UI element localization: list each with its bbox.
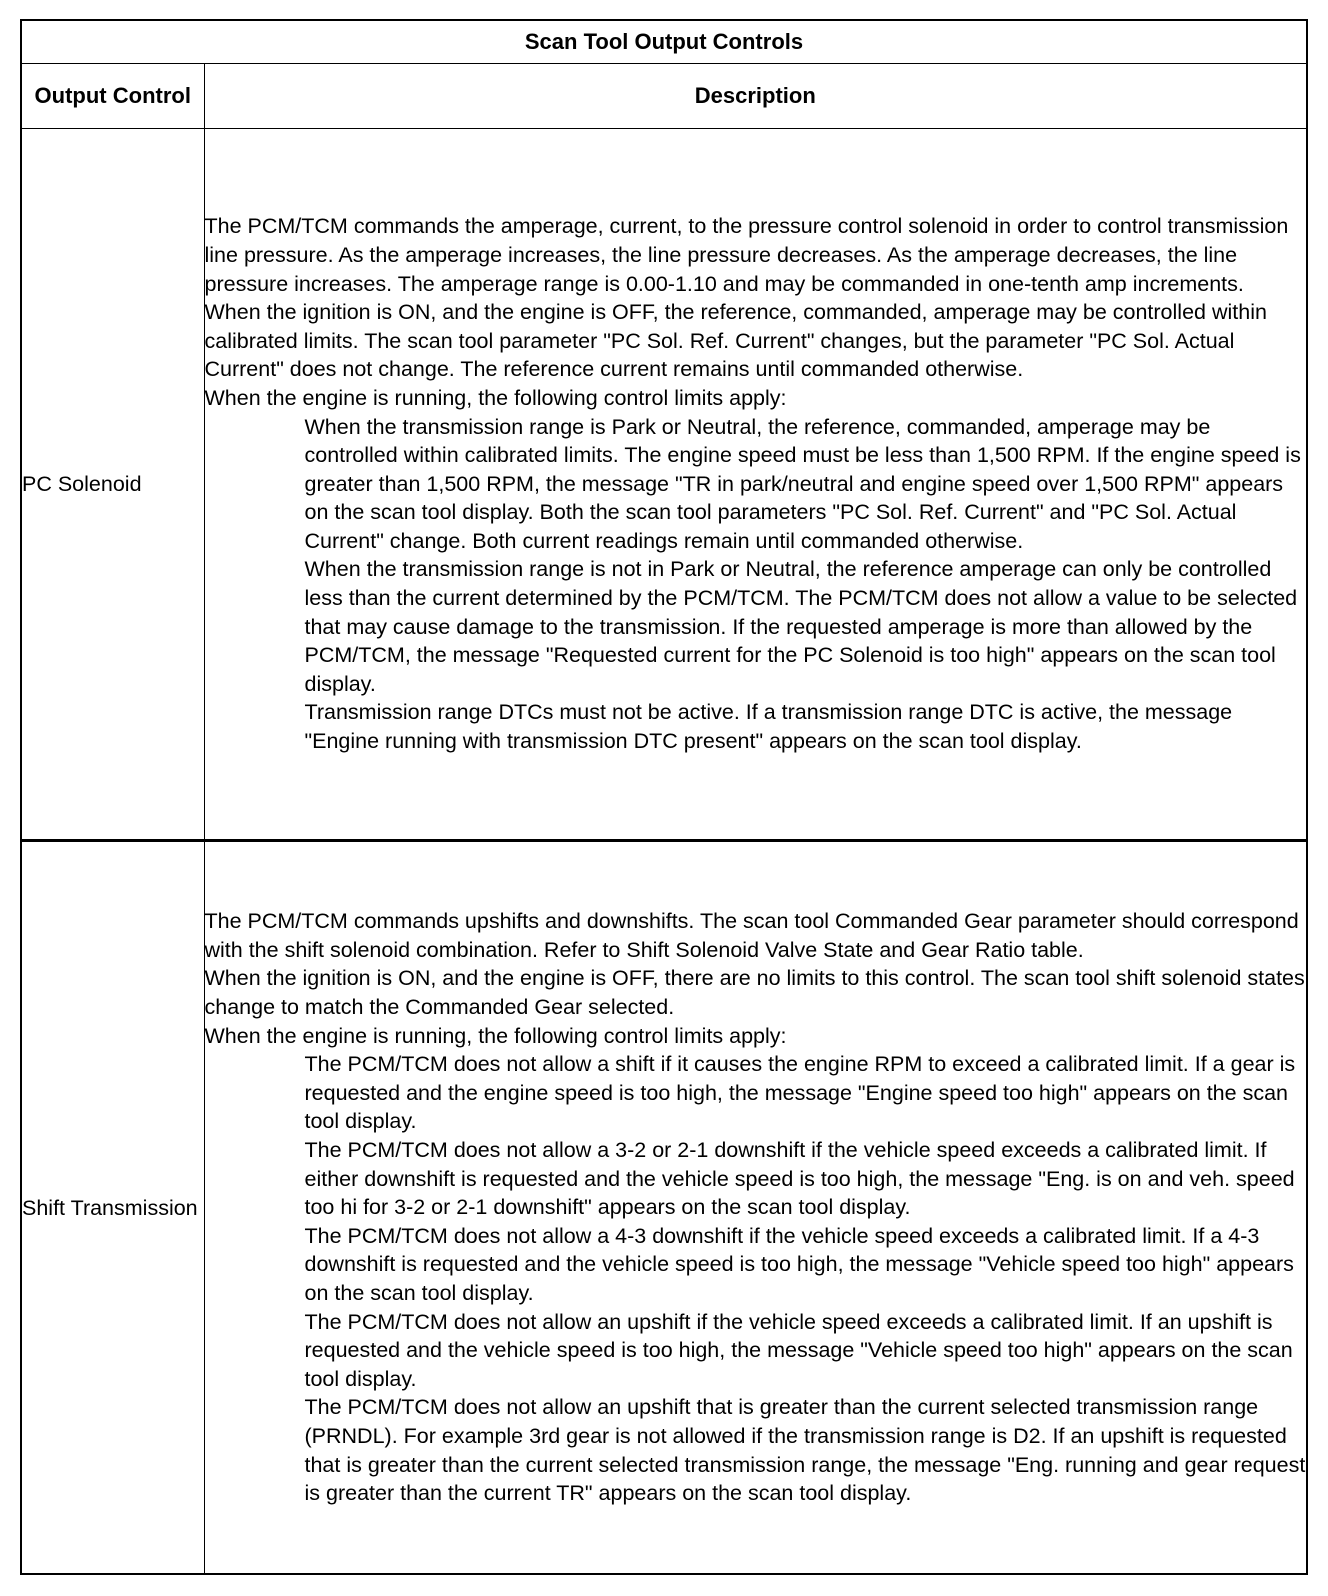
description-subparagraph: Transmission range DTCs must not be active. If a transmission range DTC is active, the message "Engine running with transmission DTC present" appears on the scan tool display. [304,700,1233,754]
description-paragraph: When the engine is running, the following control limits apply: [204,1023,787,1048]
row-label-shift-transmission: Shift Transmission [21,841,204,1575]
description-paragraph: The PCM/TCM commands the amperage, current, to the pressure control solenoid in order to control transmission line pressure. As the amperage increases, the line pressure decreases. As the amperage decreases, the line pressure increases. The amperage range is 0.00-1.10 and may be commanded in one-tenth amp increments. [204,214,1289,296]
table-row [21,841,1307,1575]
description-subparagraph: The PCM/TCM does not allow an upshift if the vehicle speed exceeds a calibrated limit. If an upshift is requested and the vehicle speed is too high, the message "Vehicle speed too high" appears on the scan tool display. [304,1309,1293,1391]
description-paragraph: When the ignition is ON, and the engine is OFF, there are no limits to this control. The scan tool shift solenoid states change to match the Commanded Gear selected. [204,966,1305,1020]
table-title: Scan Tool Output Controls [21,20,1307,64]
description-subparagraph: When the transmission range is Park or Neutral, the reference, commanded, amperage may be controlled within calibrated limits. The engine speed must be less than 1,500 RPM. If the engine speed is greater than 1,500 RPM, the message "TR in park/neutral and engine speed over 1,500 RPM" appears on the scan tool display. Both the scan tool parameters "PC Sol. Ref. Current" and "PC Sol. Actual Current" change. Both current readings remain until commanded otherwise. [304,414,1301,553]
description-paragraph: When the engine is running, the following control limits apply: [204,385,787,410]
description-subparagraph: The PCM/TCM does not allow a 3-2 or 2-1 downshift if the vehicle speed exceeds a calibrated limit. If either downshift is requested and the vehicle speed is too high, the message "Eng. is on and veh. speed too hi for 3-2 or 2-1 downshift" appears on the scan tool display. [304,1138,1295,1220]
header-output-control: Output Control [21,64,204,129]
description-subparagraph: The PCM/TCM does not allow an upshift that is greater than the current selected transmission range (PRNDL). For example 3rd gear is not allowed if the transmission range is D2. If an upshift is requested that is greater than the current selected transmission range, the message "Eng. running and gear request is greater than the current TR" appears on the scan tool display. [304,1395,1306,1506]
description-subparagraph: When the transmission range is not in Park or Neutral, the reference amperage can only be controlled less than the current determined by the PCM/TCM. The PCM/TCM does not allow a value to be selected that may cause damage to the transmission. If the requested amperage is more than allowed by the PCM/TCM, the message "Requested current for the PC Solenoid is too high" appears on the scan tool display. [304,557,1298,696]
row-description-shift-transmission [204,841,1307,1575]
row-description-pc-solenoid [204,129,1307,841]
output-controls-table [20,19,1308,1575]
row-label-pc-solenoid: PC Solenoid [21,129,204,841]
description-paragraph: The PCM/TCM commands upshifts and downshifts. The scan tool Commanded Gear parameter should correspond with the shift solenoid combination. Refer to Shift Solenoid Valve State and Gear Ratio table. [204,909,1299,962]
header-description: Description [204,64,1307,129]
table-row [21,129,1307,841]
description-paragraph: When the ignition is ON, and the engine is OFF, the reference, commanded, amperage may be controlled within calibrated limits. The scan tool parameter "PC Sol. Ref. Current" changes, but the parameter "PC Sol. Actual Current" does not change. The reference current remains until commanded otherwise. [204,300,1267,382]
description-subparagraph: The PCM/TCM does not allow a shift if it causes the engine RPM to exceed a calibrated limit. If a gear is requested and the engine speed is too high, the message "Engine speed too high" appears on the scan tool display. [304,1052,1296,1134]
description-subparagraph: The PCM/TCM does not allow a 4-3 downshift if the vehicle speed exceeds a calibrated limit. If a 4-3 downshift is requested and the vehicle speed is too high, the message "Vehicle speed too high" appears on the scan tool display. [304,1223,1294,1305]
